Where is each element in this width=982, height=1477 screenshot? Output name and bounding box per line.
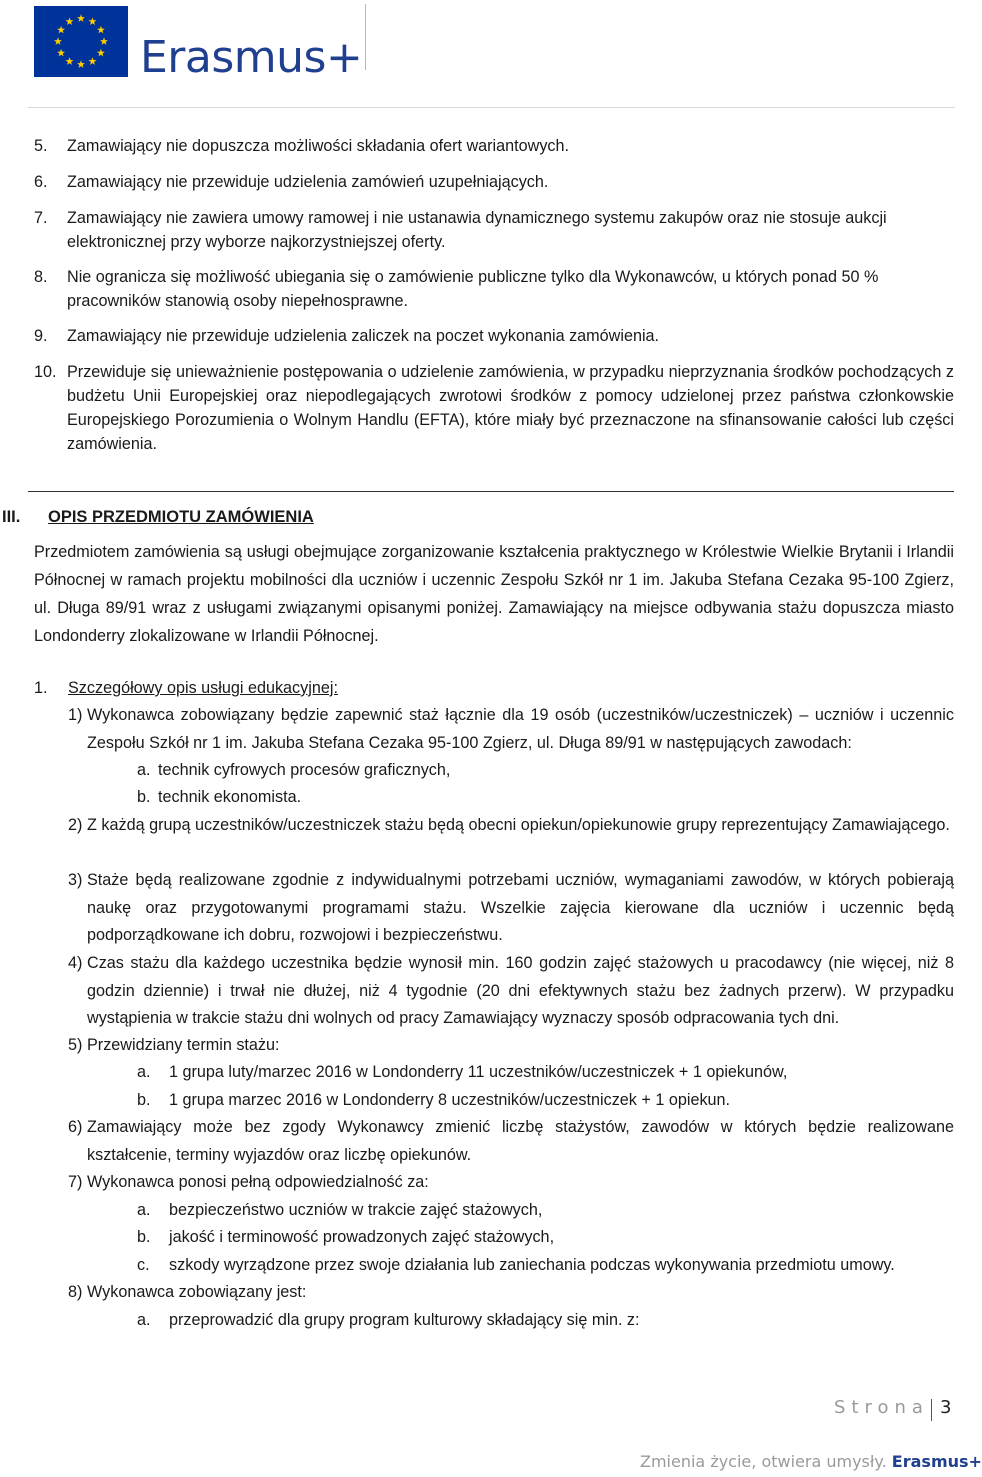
point-7: 7) Wykonawca ponosi pełną odpowiedzialność za: [68, 1173, 429, 1191]
footer-slogan [640, 1452, 982, 1471]
list-item: 5. Zamawiający nie dopuszcza możliwości składania ofert wariantowych. [34, 137, 570, 155]
list-item: 6. Zamawiający nie przewiduje udzielenia zamówień uzupełniających. [34, 173, 549, 191]
point-2: 2) Z każdą grupą uczestników/uczestniczek stażu będą obecni opiekun/opiekunowie grupy reprezentujący Zamawiającego. [68, 816, 950, 834]
page-header [0, 0, 960, 110]
slogan-text: Zmienia życie, otwiera umysły. [640, 1452, 887, 1471]
point-3: 3) Staże będą realizowane zgodnie z indywidualnymi potrzebami uczniów, wymaganiami zawodów, w których pobierają naukę oraz przygotowanymi programami stażu. Wszelkie zajęcia kierowane dla uczniów i uczennic będą podporządkowane ich dobru, rozwojowi i bezpieczeństwu. [68, 871, 954, 944]
list-item: 8. Nie ogranicza się możliwość ubiegania się o zamówienie publiczne tylko dla Wykonawców, u których ponad 50 % pracowników stanowią osoby niepełnosprawne. [34, 268, 879, 310]
header-separator [365, 4, 366, 70]
point-1: 1) Wykonawca zobowiązany będzie zapewnić staż łącznie dla 19 osób (uczestników/uczestniczek) – uczniów i uczennic Zespołu Szkół nr 1 im. Jakuba Stefana Cezaka 95-100 Zgierz, ul. Długa 89/91 w następujących zawodach: [68, 706, 954, 752]
point-5: 5) Przewidziany termin stażu: [68, 1036, 280, 1054]
footer-separator [931, 1399, 932, 1421]
header-rule [28, 107, 955, 108]
page-label: Strona [834, 1397, 929, 1418]
subsection-number: 1. [34, 679, 48, 697]
eu-flag-icon [34, 6, 128, 77]
point-4: 4) Czas stażu dla każdego uczestnika będzie wynosił min. 160 godzin zajęć stażowych u pracodawcy (nie więcej, niż 8 godzin dziennie) i trwał nie dłużej, niż 4 tygodnie (20 dni efektywnych stażu bez żadnych przerw). W przypadku wystąpienia w trakcie stażu dni wolnych od pracy Zamawiający wyznaczy sposób odpracowania tych dni. [68, 954, 954, 1027]
subsection-title: Szczegółowy opis usługi edukacyjnej: [68, 679, 338, 697]
subsection-heading [34, 676, 338, 700]
section-number: III. [2, 508, 21, 526]
slogan-brand: Erasmus+ [891, 1452, 982, 1471]
page-number: 3 [940, 1397, 952, 1418]
list-item: 9. Zamawiający nie przewiduje udzielenia zaliczek na poczet wykonania zamówienia. [34, 327, 660, 345]
list-item: 7. Zamawiający nie zawiera umowy ramowej i nie ustanawia dynamicznego systemu zakupów oraz nie stosuje aukcji elektronicznej przy wyborze najkorzystniejszej oferty. [34, 209, 887, 251]
erasmus-logo-text: Erasmus+ [140, 32, 363, 83]
section-intro: Przedmiotem zamówienia są usługi obejmujące zorganizowanie kształcenia praktycznego w Królestwie Wielkie Brytanii i Irlandii Północnej w ramach projektu mobilności dla uczniów i uczennic Zespołu Szkół nr 1 im. Jakuba Stefana Cezaka 95-100 Zgierz, ul. Długa 89/91 wraz z usługami związanymi opisanymi poniżej. Zamawiający na miejsce odbywania stażu dopuszcza miasto Londonderry zlokalizowane w Irlandii Północnej. [34, 543, 954, 645]
section-divider [28, 491, 954, 492]
section-title: OPIS PRZEDMIOTU ZAMÓWIENIA [48, 508, 314, 526]
point-6: 6) Zamawiający może bez zgody Wykonawcy zmienić liczbę stażystów, zawodów w których będzie realizowane kształcenie, terminy wyjazdów oraz liczbę opiekunów. [68, 1118, 954, 1164]
point-8: 8) Wykonawca zobowiązany jest: [68, 1283, 307, 1301]
list-item: 10. Przewiduje się unieważnienie postępowania o udzielenie zamówienia, w przypadku nieprzyznania środków pochodzących z budżetu Unii Europejskiej oraz niepodlegających zwrotowi środków z pomocy udzielonej przez państwa członkowskie Europejskiego Porozumienia o Wolnym Handlu (EFTA), które miały być przeznaczone na sfinansowanie całości lub części zamówienia. [34, 363, 954, 453]
